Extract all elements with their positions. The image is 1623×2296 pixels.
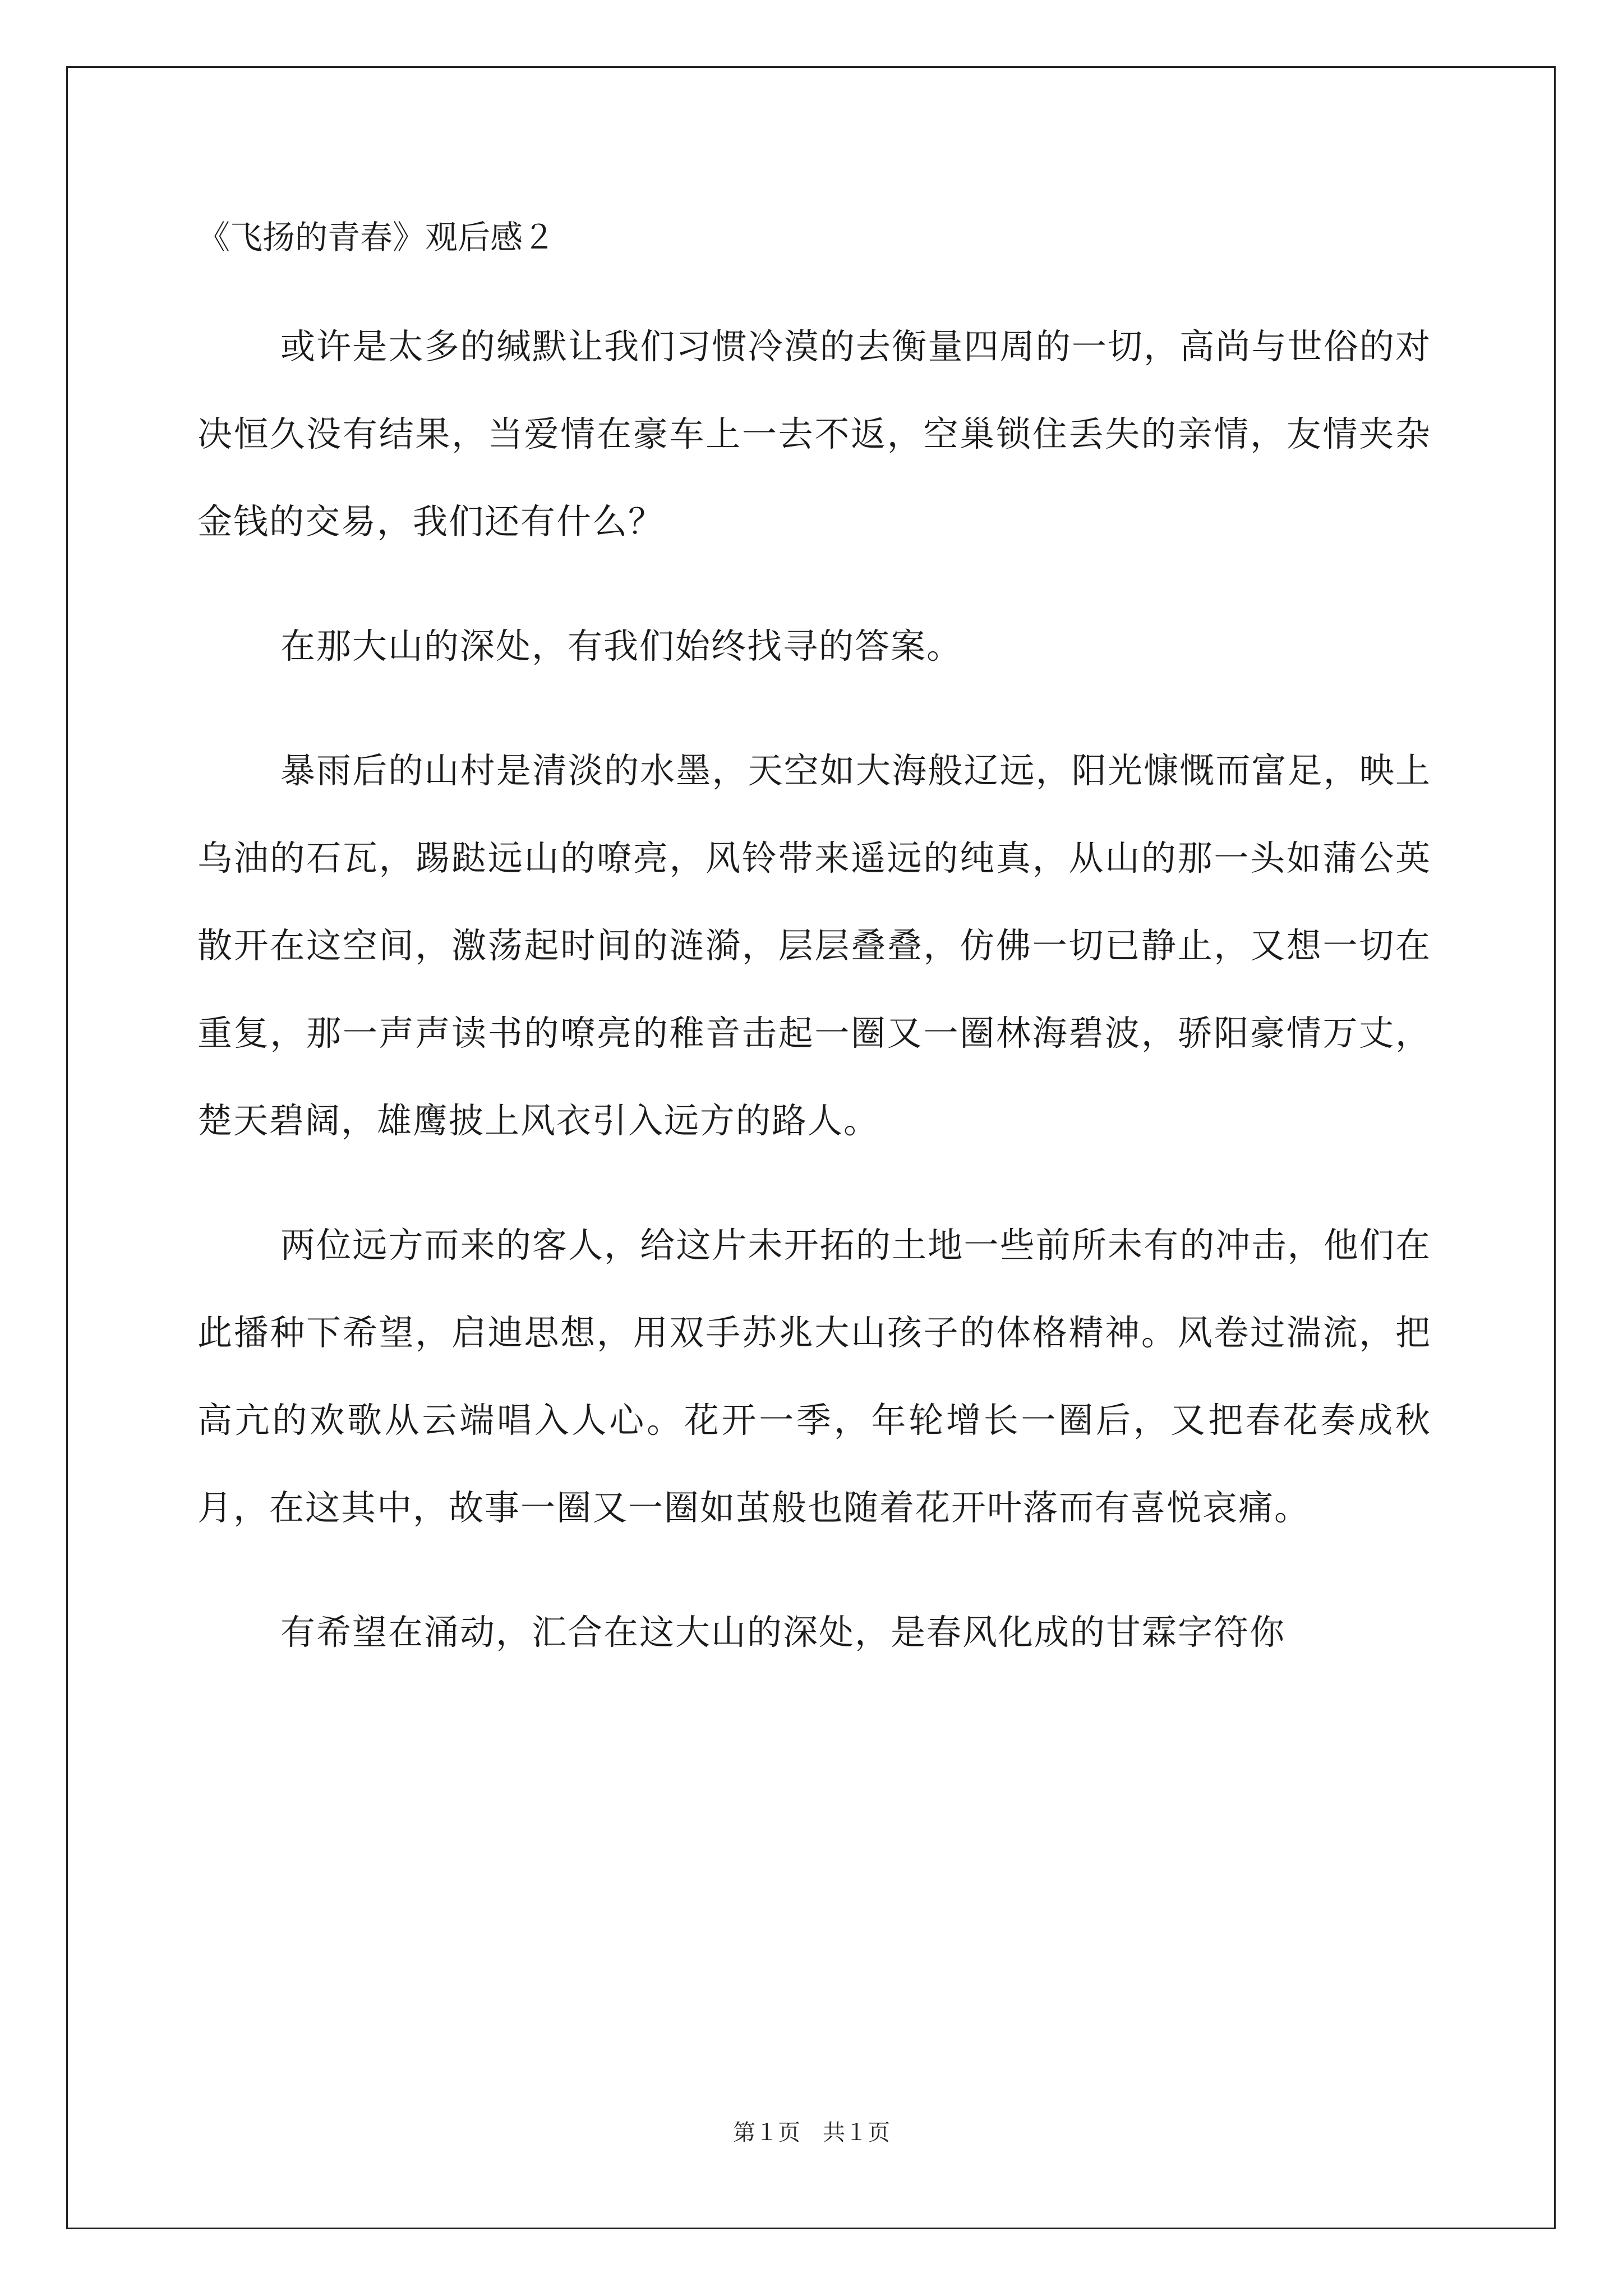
- paragraph: 或许是太多的缄默让我们习惯冷漠的去衡量四周的一切，高尚与世俗的对决恒久没有结果，当爱情在豪车上一去不返，空巢锁住丢失的亲情，友情夹杂金钱的交易，我们还有什么？: [197, 326, 1431, 542]
- page-number-footer: 第１页 共１页: [733, 2120, 890, 2146]
- paragraph: 两位远方而来的客人，给这片未开拓的土地一些前所未有的冲击，他们在此播种下希望，启迪思想，用双手苏兆大山孩子的体格精神。风卷过湍流，把高亢的欢歌从云端唱入人心。花开一季，年轮增长一圈后，又把春花奏成秋月，在这其中，故事一圈又一圈如茧般也随着花开叶落而有喜悦哀痛。: [197, 1225, 1431, 1528]
- document-body: [197, 303, 1431, 1713]
- document-title: 《飞扬的青春》观后感２: [197, 218, 556, 256]
- paragraph: 暴雨后的山村是清淡的水墨，天空如大海般辽远，阳光慷慨而富足，映上乌油的石瓦，踢跶远山的嘹亮，风铃带来遥远的纯真，从山的那一头如蒲公英散开在这空间，激荡起时间的涟漪，层层叠叠，仿佛一切已静止，又想一切在重复，那一声声读书的嘹亮的稚音击起一圈又一圈林海碧波，骄阳豪情万丈，楚天碧阔，雄鹰披上风衣引入远方的路人。: [197, 750, 1431, 1141]
- paragraph: 在那大山的深处，有我们始终找寻的答案。: [280, 625, 963, 666]
- paragraph: 有希望在涌动，汇合在这大山的深处，是春风化成的甘霖字符你: [280, 1612, 1286, 1653]
